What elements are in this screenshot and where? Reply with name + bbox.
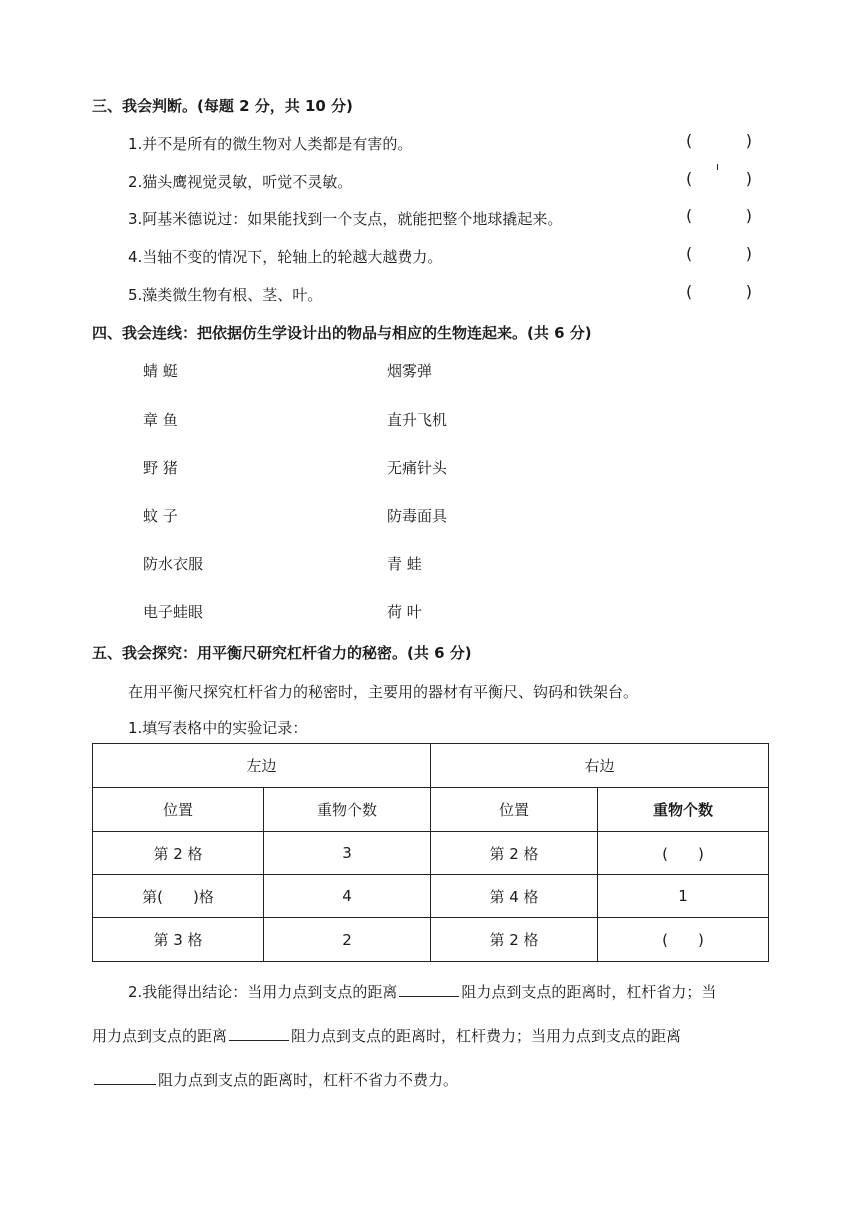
judge-item-4: 4.当轴不变的情况下，轮轴上的轮越大越费力。 <box>128 248 443 266</box>
table-row <box>93 918 769 962</box>
table-cell: 第 3 格 <box>93 918 264 962</box>
table-cell: 第 2 格 <box>431 918 598 962</box>
match-right-2[interactable]: 直升飞机 <box>387 411 448 429</box>
conclusion-text: 阻力点到支点的距离时，杠杆费力；当用力点到支点的距离 <box>291 1027 682 1045</box>
conclusion-line-1 <box>128 985 716 1000</box>
answer-cell[interactable]: ( ) <box>598 832 769 875</box>
section4-title: 四、我会连线：把依据仿生学设计出的物品与相应的生物连起来。(共 6 分) <box>92 324 592 342</box>
match-left-3[interactable]: 野 猪 <box>143 459 178 477</box>
blank-line-1[interactable] <box>399 995 459 997</box>
judge-item-1: 1.并不是所有的微生物对人类都是有害的。 <box>128 135 413 153</box>
answer-paren-3[interactable]: ( ) <box>686 206 752 225</box>
match-left-5[interactable]: 防水衣服 <box>143 555 204 573</box>
table-cell: 第 2 格 <box>93 832 264 875</box>
match-right-5[interactable]: 青 蛙 <box>387 555 422 573</box>
conclusion-line-3 <box>92 1073 458 1088</box>
conclusion-line-2 <box>92 1029 681 1044</box>
conclusion-text: 2.我能得出结论：当用力点到支点的距离 <box>128 983 398 1001</box>
answer-paren-2[interactable]: ( ) <box>686 169 752 188</box>
conclusion-text: 阻力点到支点的距离时，杠杆不省力不费力。 <box>158 1071 459 1089</box>
stray-mark: ı <box>716 160 720 173</box>
judge-item-3: 3.阿基米德说过：如果能找到一个支点，就能把整个地球撬起来。 <box>128 210 563 228</box>
match-right-4[interactable]: 防毒面具 <box>387 507 448 525</box>
conclusion-text: 阻力点到支点的距离时，杠杆省力；当 <box>461 983 717 1001</box>
judge-item-5: 5.藻类微生物有根、茎、叶。 <box>128 286 323 304</box>
question-1-prompt: 1.填写表格中的实验记录： <box>128 719 308 737</box>
section5-intro: 在用平衡尺探究杠杆省力的秘密时，主要用的器材有平衡尺、钩码和铁架台。 <box>128 683 639 701</box>
answer-paren-1[interactable]: ( ) <box>686 131 752 150</box>
answer-paren-4[interactable]: ( ) <box>686 244 752 263</box>
match-left-6[interactable]: 电子蛙眼 <box>143 603 204 621</box>
answer-paren-5[interactable]: ( ) <box>686 282 752 301</box>
table-cell: 第 2 格 <box>431 832 598 875</box>
match-left-4[interactable]: 蚊 子 <box>143 507 178 525</box>
col-header-position: 位置 <box>93 788 264 832</box>
section3-title: 三、我会判断。(每题 2 分，共 10 分) <box>92 97 353 115</box>
left-side-header: 左边 <box>93 744 431 788</box>
table-cell: 第 4 格 <box>431 875 598 918</box>
answer-cell[interactable]: ( ) <box>598 918 769 962</box>
match-right-1[interactable]: 烟雾弹 <box>387 362 433 380</box>
table-cell: 3 <box>264 832 431 875</box>
blank-line-2[interactable] <box>229 1039 289 1041</box>
experiment-record-table <box>92 743 769 962</box>
match-left-1[interactable]: 蜻 蜓 <box>143 362 178 380</box>
conclusion-text: 用力点到支点的距离 <box>92 1027 228 1045</box>
answer-cell[interactable]: 第( )格 <box>93 875 264 918</box>
right-side-header: 右边 <box>431 744 769 788</box>
judge-item-2: 2.猫头鹰视觉灵敏，听觉不灵敏。 <box>128 173 353 191</box>
blank-line-3[interactable] <box>94 1083 156 1085</box>
table-row <box>93 875 769 918</box>
table-cell: 4 <box>264 875 431 918</box>
match-left-2[interactable]: 章 鱼 <box>143 411 178 429</box>
match-right-3[interactable]: 无痛针头 <box>387 459 448 477</box>
col-header-count: 重物个数 <box>598 788 769 832</box>
table-cell: 2 <box>264 918 431 962</box>
col-header-count: 重物个数 <box>264 788 431 832</box>
table-cell: 1 <box>598 875 769 918</box>
section5-title: 五、我会探究：用平衡尺研究杠杆省力的秘密。(共 6 分) <box>92 644 472 662</box>
col-header-position: 位置 <box>431 788 598 832</box>
match-right-6[interactable]: 荷 叶 <box>387 603 422 621</box>
table-row <box>93 832 769 875</box>
